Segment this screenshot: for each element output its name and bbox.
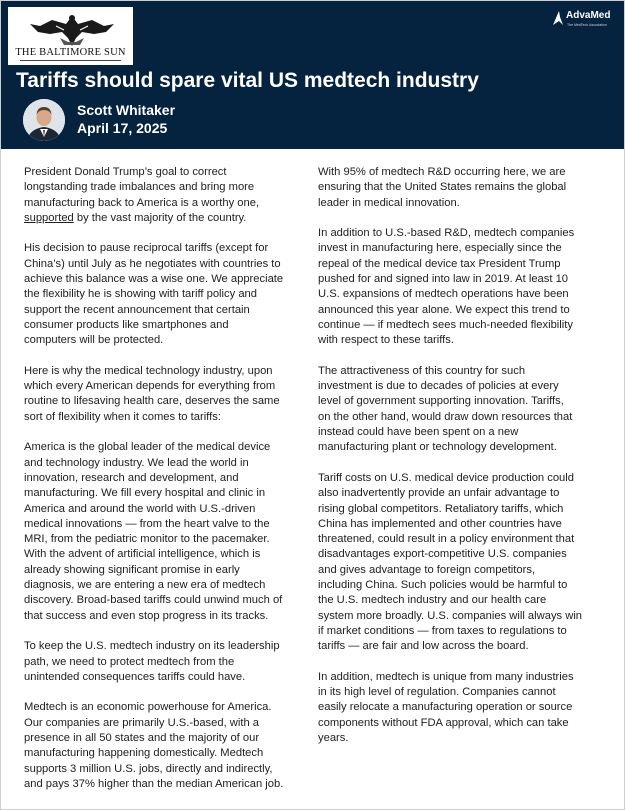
text-line: consumer products like smartphones and	[24, 318, 229, 331]
text-line: path, we need to protect medtech from the	[24, 655, 235, 668]
text-line: China has implemented and other countries have	[318, 517, 562, 530]
text-line: years.	[318, 731, 349, 744]
text-line: President Donald Trump’s goal to correct	[24, 166, 227, 178]
text-line: ensuring that the United States remains the global	[318, 181, 567, 194]
text-line: With the advent of artificial intelligence, which is	[24, 548, 261, 561]
advamed-name: AdvaMed	[566, 10, 611, 21]
text-line: America is the global leader of the medical device	[24, 441, 271, 454]
text-line: rising global competitors. Retaliatory tariffs, which	[318, 502, 564, 515]
text-line: computers will be protected.	[24, 334, 164, 347]
text-line: longstanding trade imbalances and bring more	[24, 181, 255, 194]
text-line: Our companies are primarily U.S.-based, with a	[24, 716, 260, 729]
text-line: announced this year alone. We expect this trend to	[318, 303, 570, 316]
text-line: continue — if medtech sees much-needed flexibility	[318, 318, 573, 331]
author-avatar	[23, 99, 65, 141]
text-line: the flexibility he is showing with tariff policy and	[24, 288, 257, 301]
text-line: easily relocate a manufacturing operation or source	[318, 701, 573, 714]
paragraph	[24, 440, 302, 624]
text-line: disadvantages export-competitive U.S. companies	[318, 548, 567, 561]
paragraph	[24, 700, 302, 792]
text-line: medical innovations — from the heart valve to the	[24, 517, 270, 530]
article-header	[1, 1, 624, 149]
text-line: pushed for and signed into law in 2019. At least 10	[318, 273, 569, 286]
article-column-right	[318, 165, 596, 762]
text-line: In addition to U.S.-based R&D, medtech companies	[318, 227, 575, 240]
text-line: sort of flexibility when it comes to tariffs:	[24, 410, 221, 423]
paragraph	[24, 165, 302, 226]
text-line: The attractiveness of this country for such	[318, 364, 526, 377]
text-line: U.S. expansions of medtech operations have been	[318, 288, 569, 301]
text-line: manufacturing back to America is a worthy one,	[24, 196, 260, 209]
text-line: and gives advantage to foreign competitors,	[318, 563, 536, 576]
text-line: system more broadly. U.S. companies will always win	[318, 609, 583, 622]
text-line: manufacturing plant or technology development.	[318, 441, 557, 454]
text-line: America and around the world with U.S.-driven	[24, 502, 256, 515]
article-date: April 17, 2025	[77, 120, 168, 136]
paragraph	[24, 639, 302, 685]
text-line: including China. Such policies would be harmful to	[318, 579, 568, 592]
text-line: on the other hand, would draw down resources that	[318, 410, 573, 423]
paragraph	[318, 226, 596, 348]
text-line: level of government supporting innovation. Tariffs,	[318, 395, 564, 408]
text-line: achieve this balance was a wise one. We appreciate	[24, 273, 284, 286]
paragraph	[318, 364, 596, 456]
text-line: Medtech is an economic powerhouse for America.	[24, 701, 272, 714]
text-line: components without FDA approval, which can take	[318, 716, 569, 729]
text-line: China’s) until July as he negotiates with countries to	[24, 257, 281, 270]
advamed-logo	[551, 7, 621, 33]
text-line: In addition, medtech is unique from many industries	[318, 670, 574, 683]
text-line: To keep the U.S. medtech industry on its leadership	[24, 640, 280, 653]
text-line: innovation, research and development, and	[24, 471, 239, 484]
text-line: investment is due to decades of policies at every	[318, 380, 559, 393]
text-line: also inadvertently provide an unfair advantage to	[318, 487, 560, 500]
text-line: in its high level of regulation. Companies cannot	[318, 686, 556, 699]
supported-link[interactable]: supported	[24, 211, 74, 224]
text-line: unintended consequences tariffs could have.	[24, 670, 246, 683]
paragraph	[24, 241, 302, 348]
text-line: if market conditions — from taxes to regulations to	[318, 624, 567, 637]
text-line: with respect to these tariffs.	[318, 334, 454, 347]
advamed-tagline: The MedTech Association	[567, 23, 607, 27]
text-line: and pays 37% higher than the median American job.	[24, 777, 284, 790]
author-photo-icon	[23, 99, 65, 141]
text-line: threatened, could result in a policy environment that	[318, 533, 575, 546]
text-line: the U.S. medtech industry and our health care	[318, 594, 547, 607]
text-fragment: by the vast majority of the country.	[73, 211, 247, 224]
text-line: tariffs — are fair and low across the board.	[318, 640, 529, 653]
text-line: already showing significant promise in early	[24, 563, 240, 576]
text-line: repeal of the medical device tax President Trump	[318, 257, 561, 270]
eagle-crest-icon	[22, 12, 122, 48]
text-line: diagnosis, we are entering a new era of medtech	[24, 579, 266, 592]
text-line	[24, 211, 302, 226]
paragraph	[318, 471, 596, 655]
text-line: instead could have been spent on a new	[318, 426, 519, 439]
text-line: that success and even stop progress in its tracks.	[24, 609, 269, 622]
text-line: manufacturing happening domestically. Medtech	[24, 747, 264, 760]
text-line: Tariff costs on U.S. medical device production could	[318, 471, 574, 484]
article-column-left	[24, 165, 302, 807]
text-line: and technology industry. We lead the world in	[24, 456, 249, 469]
publication-logo-text: THE BALTIMORE SUN	[15, 47, 126, 58]
author-name: Scott Whitaker	[77, 102, 176, 118]
text-line: invest in manufacturing here, especially since the	[318, 242, 562, 255]
advamed-mark-icon	[551, 9, 565, 27]
paragraph	[24, 364, 302, 425]
text-line: MRI, from the pediatric monitor to the pacemaker.	[24, 533, 270, 546]
text-line: Here is why the medical technology industry, upon	[24, 364, 273, 377]
paragraph	[318, 670, 596, 746]
publication-logo	[8, 7, 133, 65]
text-line: presence in all 50 states and the majority of our	[24, 731, 260, 744]
text-line: supports 3 million U.S. jobs, directly and indirectly,	[24, 762, 273, 775]
text-line: which every American depends for everything from	[24, 380, 276, 393]
text-line: routine to lifesaving health care, deserves the same	[24, 395, 280, 408]
logo-rule	[20, 60, 121, 61]
text-line: discovery. Broad-based tariffs could unwind much of	[24, 594, 283, 607]
page-title: Tariffs should spare vital US medtech industry	[16, 69, 479, 92]
text-line: manufacturing. We fill every hospital and clinic in	[24, 487, 266, 500]
text-line: His decision to pause reciprocal tariffs (except for	[24, 242, 269, 255]
text-line: support the recent announcement that certain	[24, 303, 250, 316]
text-line: With 95% of medtech R&D occurring here, we are	[318, 166, 566, 178]
text-line: leader in medical innovation.	[318, 196, 460, 209]
paragraph	[318, 165, 596, 211]
